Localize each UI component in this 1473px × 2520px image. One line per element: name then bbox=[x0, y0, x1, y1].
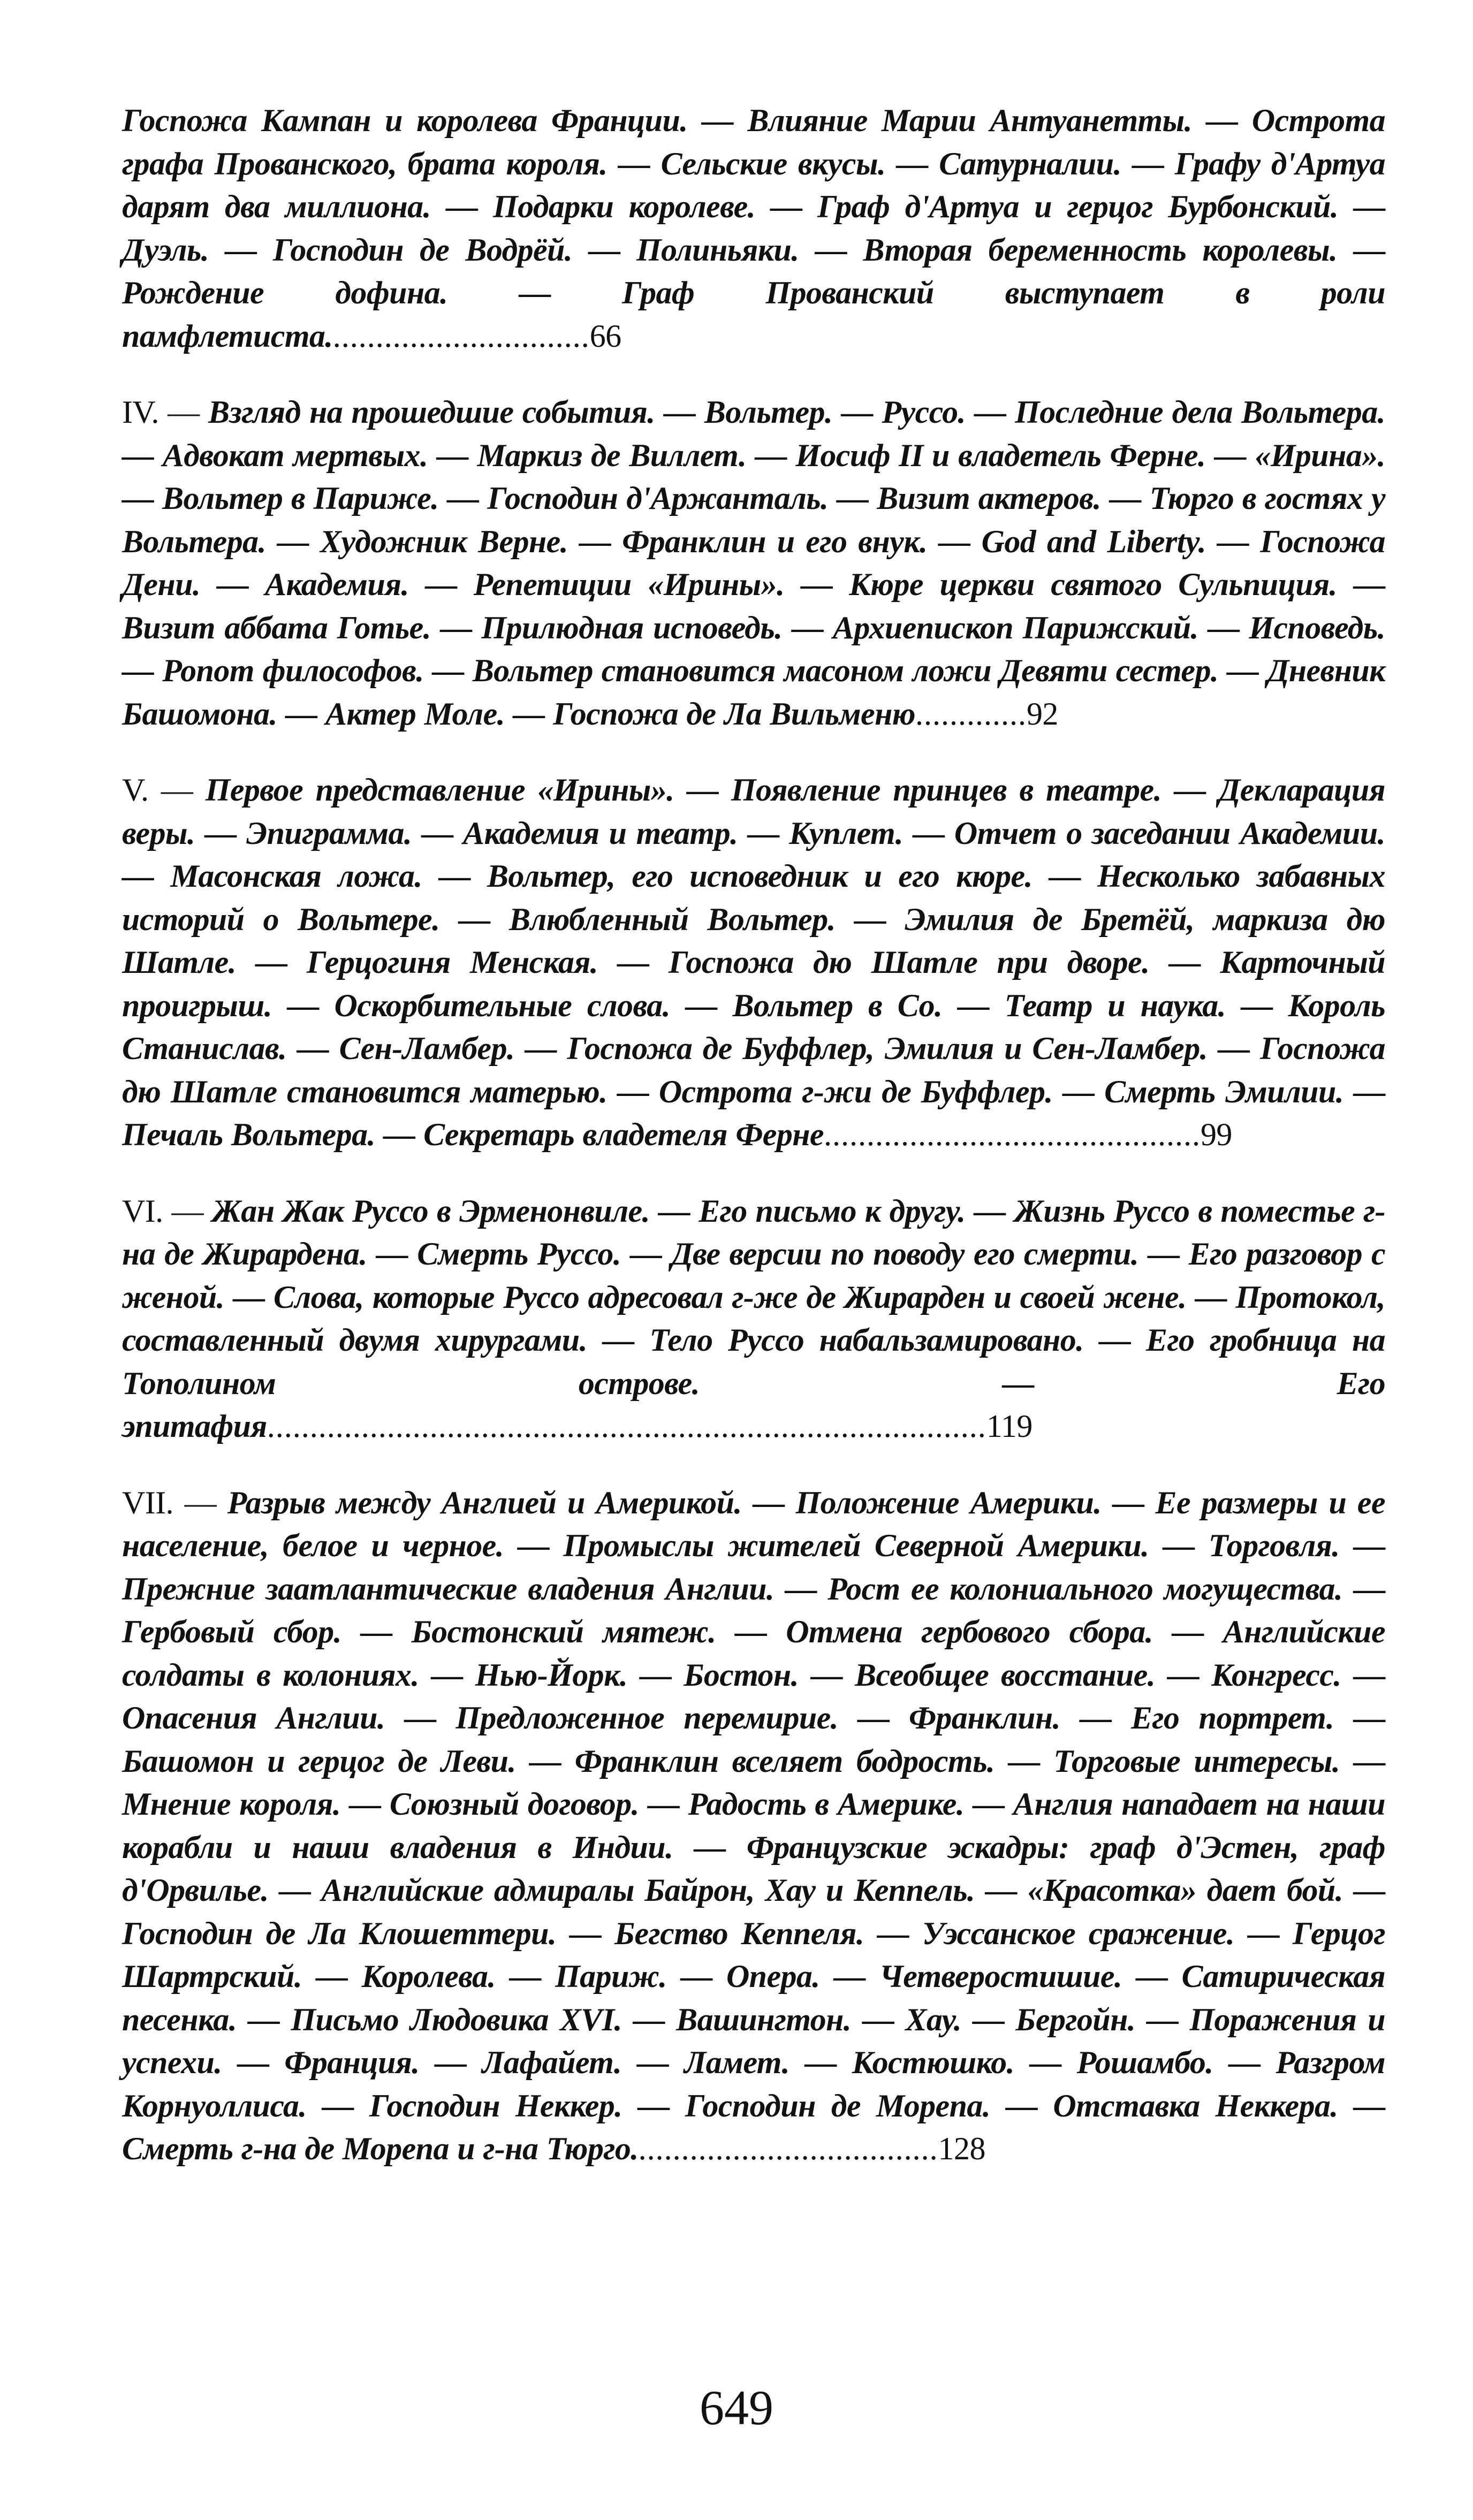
chapter-summary: Жан Жак Руссо в Эрменонвиле. — Его письмо к другу. — Жизнь Руссо в поместье г-на де Жирардена. — Смерть Руссо. — Две версии по поводу его смерти. — Его разговор с женой. — Слова, которые Руссо адресовал г-же де Жирарден и своей жене. — Протокол, составленный двумя хирургами. — Тело Руссо набальзамировано. — Его гробница на Тополином острове. — Его эпитафия bbox=[122, 1193, 1385, 1444]
table-of-contents bbox=[122, 99, 1385, 2204]
dot-leader: ............................................ bbox=[823, 1117, 1201, 1152]
dot-leader: .................................................................................... bbox=[267, 1409, 986, 1444]
chapter-number: V. — bbox=[122, 772, 206, 808]
chapter-summary: Разрыв между Англией и Америкой. — Положение Америки. — Ее размеры и ее население, белое и черное. — Промыслы жителей Северной Америки. — Торговля. — Прежние заатлантические владения Англии. — Рост ее колониального могущества. — Гербовый сбор. — Бостонский мятеж. — Отмена гербового сбора. — Английские солдаты в колониях. — Нью-Йорк. — Бостон. — Всеобщее восстание. — Конгресс. — Опасения Англии. — Предложенное перемирие. — Франклин. — Его портрет. — Башомон и герцог де Леви. — Франклин вселяет бодрость. — Торговые интересы. — Мнение короля. — Союзный договор. — Радость в Америке. — Англия нападает на наши корабли и наши владения в Индии. — Французские эскадры: граф д'Эстен, граф д'Орвилье. — Английские адмиралы Байрон, Хау и Кеппель. — «Красотка» дает бой. — Господин де Ла Клошеттери. — Бегство Кеппеля. — Уэссанское сражение. — Герцог Шартрский. — Королева. — Париж. — Опера. — Четверостишие. — Сатирическая песенка. — Письмо Людовика XVI. — Вашингтон. — Хау. — Бергойн. — Поражения и успехи. — Франция. — Лафайет. — Ламет. — Костюшко. — Рошамбо. — Разгром Корнуоллиса. — Господин Неккер. — Господин де Морепа. — Отставка Неккера. — Смерть г-на де Морепа и г-на Тюрго. bbox=[122, 1484, 1385, 2166]
dot-leader: ............. bbox=[915, 696, 1027, 732]
chapter-summary: Госпожа Кампан и королева Франции. — Влияние Марии Антуанетты. — Острота графа Прованского, брата короля. — Сельские вкусы. — Сатурналии. — Графу д'Артуа дарят два миллиона. — Подарки королеве. — Граф д'Артуа и герцог Бурбонский. — Дуэль. — Господин де Водрёй. — Полиньяки. — Вторая беременность королевы. — Рождение дофина. — Граф Прованский выступает в роли памфлетиста. bbox=[122, 103, 1385, 354]
toc-entry-chapter-v bbox=[122, 768, 1385, 1156]
page-number: 66 bbox=[589, 318, 621, 354]
toc-entry-chapter-vi bbox=[122, 1190, 1385, 1448]
chapter-number: VII. — bbox=[122, 1484, 227, 1520]
page-folio: 649 bbox=[700, 2380, 773, 2435]
toc-entry-chapter-iv bbox=[122, 391, 1385, 735]
chapter-number: VI. — bbox=[122, 1193, 212, 1229]
page-number: 119 bbox=[986, 1409, 1032, 1444]
page-number: 128 bbox=[938, 2131, 985, 2166]
chapter-number: IV. — bbox=[122, 394, 208, 430]
dot-leader: .............................. bbox=[332, 318, 590, 354]
page-number: 99 bbox=[1200, 1117, 1232, 1152]
chapter-summary: Первое представление «Ирины». — Появление принцев в театре. — Декларация веры. — Эпиграмма. — Академия и театр. — Куплет. — Отчет о заседании Академии. — Масонская ложа. — Вольтер, его исповедник и его кюре. — Несколько забавных историй о Вольтере. — Влюбленный Вольтер. — Эмилия де Бретёй, маркиза дю Шатле. — Герцогиня Менская. — Госпожа дю Шатле при дворе. — Карточный проигрыш. — Оскорбительные слова. — Вольтер в Со. — Театр и наука. — Король Станислав. — Сен-Ламбер. — Госпожа де Буффлер, Эмилия и Сен-Ламбер. — Госпожа дю Шатле становится матерью. — Острота г-жи де Буффлер. — Смерть Эмилии. — Печаль Вольтера. — Секретарь владетеля Ферне bbox=[122, 772, 1385, 1152]
page-number: 92 bbox=[1026, 696, 1058, 732]
dot-leader: ................................... bbox=[638, 2131, 938, 2166]
chapter-summary: Взгляд на прошедшие события. — Вольтер. — Руссо. — Последние дела Вольтера. — Адвокат мертвых. — Маркиз де Виллет. — Иосиф II и владетель Ферне. — «Ирина». — Вольтер в Париже. — Господин д'Аржанталь. — Визит актеров. — Тюрго в гостях у Вольтера. — Художник Верне. — Франклин и его внук. — God and Liberty. — Госпожа Дени. — Академия. — Репетиции «Ирины». — Кюре церкви святого Сульпиция. — Визит аббата Готье. — Прилюдная исповедь. — Архиепископ Парижский. — Исповедь. — Ропот философов. — Вольтер становится масоном ложи Девяти сестер. — Дневник Башомона. — Актер Моле. — Госпожа де Ла Вильменю bbox=[122, 394, 1385, 732]
toc-entry-chapter-iii-continued bbox=[122, 99, 1385, 357]
toc-entry-chapter-vii bbox=[122, 1481, 1385, 2171]
